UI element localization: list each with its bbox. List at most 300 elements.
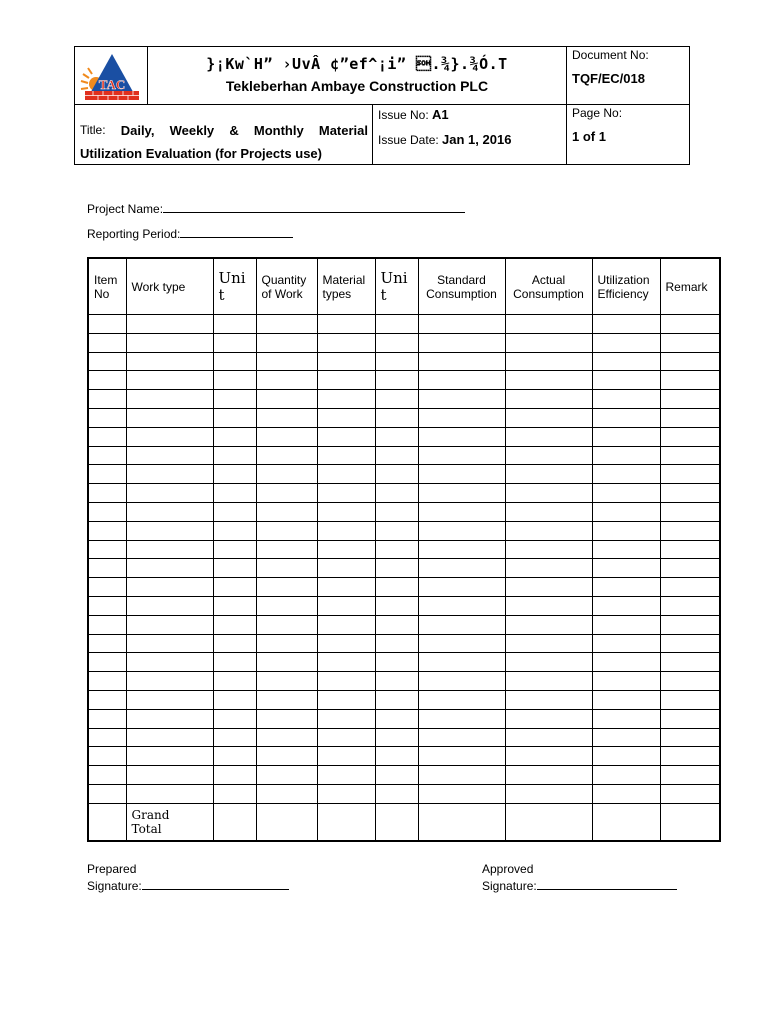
table-cell[interactable] [126,709,213,728]
table-cell[interactable] [88,427,126,446]
prepared-label: Prepared [87,862,137,876]
table-cell[interactable] [505,747,592,766]
table-cell[interactable] [592,709,660,728]
table-cell[interactable] [592,371,660,390]
table-cell[interactable] [375,653,418,672]
table-cell[interactable] [317,784,375,803]
table-row [88,653,720,672]
table-cell[interactable] [505,559,592,578]
table-cell[interactable] [660,747,720,766]
table-cell[interactable] [660,315,720,334]
table-cell[interactable] [256,596,317,615]
table-cell[interactable] [375,634,418,653]
table-cell[interactable] [88,596,126,615]
table-cell[interactable] [317,690,375,709]
table-cell[interactable] [505,502,592,521]
table-cell[interactable] [418,784,505,803]
table-cell[interactable] [88,709,126,728]
table-cell[interactable] [505,484,592,503]
table-cell[interactable] [505,427,592,446]
table-cell[interactable] [505,390,592,409]
table-cell[interactable] [88,672,126,691]
table-cell[interactable] [375,747,418,766]
table-cell[interactable] [592,352,660,371]
table-cell[interactable] [592,465,660,484]
table-cell[interactable] [317,747,375,766]
table-cell[interactable] [213,465,256,484]
table-cell[interactable] [256,333,317,352]
table-cell[interactable] [375,578,418,597]
table-cell[interactable] [375,521,418,540]
table-cell[interactable] [317,653,375,672]
table-cell[interactable] [317,427,375,446]
table-cell[interactable] [126,615,213,634]
table-cell[interactable] [375,352,418,371]
table-cell[interactable] [375,766,418,785]
table-cell[interactable] [213,408,256,427]
table-cell[interactable] [317,484,375,503]
table-cell[interactable] [375,315,418,334]
table-cell[interactable] [88,784,126,803]
table-cell[interactable] [418,465,505,484]
table-cell[interactable] [505,540,592,559]
table-cell[interactable] [256,634,317,653]
table-cell[interactable] [317,352,375,371]
table-cell[interactable] [256,728,317,747]
table-cell[interactable] [213,615,256,634]
table-cell[interactable] [317,728,375,747]
table-cell[interactable] [592,596,660,615]
table-cell[interactable] [126,634,213,653]
prepared-signature-block [87,862,289,894]
table-cell[interactable] [592,784,660,803]
table-cell[interactable] [88,502,126,521]
table-cell[interactable] [375,502,418,521]
table-cell[interactable] [213,502,256,521]
table-cell[interactable] [660,784,720,803]
table-cell[interactable] [126,390,213,409]
table-cell[interactable] [660,427,720,446]
table-cell[interactable] [213,371,256,390]
grand-total-label: Grand Total [126,803,213,841]
table-cell[interactable] [126,315,213,334]
table-cell[interactable] [418,408,505,427]
table-cell[interactable] [505,728,592,747]
table-cell[interactable] [317,315,375,334]
table-cell[interactable] [418,352,505,371]
table-cell[interactable] [126,465,213,484]
table-cell[interactable] [126,333,213,352]
table-cell[interactable] [126,690,213,709]
table-cell[interactable] [660,766,720,785]
table-cell[interactable] [375,784,418,803]
table-cell[interactable] [213,784,256,803]
table-cell[interactable] [505,672,592,691]
table-cell[interactable] [126,766,213,785]
table-cell[interactable] [317,672,375,691]
table-cell[interactable] [592,615,660,634]
table-row [88,371,720,390]
table-cell[interactable] [256,615,317,634]
table-cell[interactable] [592,578,660,597]
table-cell[interactable] [317,408,375,427]
col-quantity-of-work: Quantity of Work [256,258,317,315]
table-cell[interactable] [126,502,213,521]
table-cell[interactable] [375,390,418,409]
table-cell[interactable] [505,803,592,841]
approved-signature-line[interactable] [537,877,677,890]
table-cell[interactable] [660,709,720,728]
table-cell[interactable] [660,596,720,615]
table-cell[interactable] [126,672,213,691]
table-cell[interactable] [375,427,418,446]
table-cell[interactable] [592,408,660,427]
amharic-company-name: }¡Kw`H” ›UvÂ ¢”ef^¡i” .¾}.¾Ó.T [206,55,508,73]
project-name-line[interactable] [163,200,465,213]
table-cell[interactable] [256,446,317,465]
table-cell[interactable] [256,578,317,597]
table-cell[interactable] [660,672,720,691]
table-cell[interactable] [592,747,660,766]
table-cell[interactable] [660,446,720,465]
table-cell[interactable] [256,408,317,427]
table-cell[interactable] [256,521,317,540]
table-cell[interactable] [256,690,317,709]
table-cell[interactable] [88,484,126,503]
table-cell[interactable] [213,390,256,409]
table-cell[interactable] [505,615,592,634]
table-cell[interactable] [418,427,505,446]
table-cell[interactable] [256,766,317,785]
table-cell[interactable] [592,728,660,747]
table-cell[interactable] [213,484,256,503]
table-cell[interactable] [256,653,317,672]
table-cell[interactable] [88,634,126,653]
table-cell[interactable] [317,446,375,465]
table-cell[interactable] [505,634,592,653]
table-cell[interactable] [317,803,375,841]
table-cell[interactable] [88,446,126,465]
table-cell[interactable] [317,615,375,634]
col-material-types: Material types [317,258,375,315]
table-cell[interactable] [418,596,505,615]
table-cell[interactable] [418,728,505,747]
table-cell[interactable] [418,709,505,728]
table-cell[interactable] [418,672,505,691]
table-cell[interactable] [88,803,126,841]
table-cell[interactable] [660,371,720,390]
table-cell[interactable] [317,766,375,785]
table-cell[interactable] [88,578,126,597]
table-cell[interactable] [317,559,375,578]
table-cell[interactable] [592,634,660,653]
table-cell[interactable] [126,540,213,559]
table-cell[interactable] [375,408,418,427]
company-title-cell [147,46,567,105]
table-cell[interactable] [256,390,317,409]
table-cell[interactable] [418,446,505,465]
table-cell[interactable] [660,615,720,634]
table-cell[interactable] [505,766,592,785]
table-row [88,521,720,540]
table-cell[interactable] [418,371,505,390]
table-cell[interactable] [213,578,256,597]
table-cell[interactable] [375,333,418,352]
table-cell[interactable] [256,784,317,803]
table-cell[interactable] [256,465,317,484]
table-cell[interactable] [317,371,375,390]
table-cell[interactable] [256,803,317,841]
table-cell[interactable] [375,690,418,709]
reporting-period-label: Reporting Period: [87,227,181,241]
table-cell[interactable] [256,427,317,446]
table-cell[interactable] [317,502,375,521]
table-cell[interactable] [418,578,505,597]
table-cell[interactable] [126,559,213,578]
reporting-period-field[interactable] [87,225,293,241]
table-cell[interactable] [660,521,720,540]
table-cell[interactable] [660,559,720,578]
table-cell[interactable] [213,333,256,352]
table-cell[interactable] [660,390,720,409]
table-cell[interactable] [660,333,720,352]
grand-total-row [88,803,720,841]
table-cell[interactable] [213,559,256,578]
table-cell[interactable] [660,484,720,503]
table-cell[interactable] [317,521,375,540]
table-cell[interactable] [88,559,126,578]
table-cell[interactable] [88,540,126,559]
table-cell[interactable] [505,408,592,427]
table-cell[interactable] [88,390,126,409]
table-cell[interactable] [88,615,126,634]
table-body [88,315,720,841]
table-cell[interactable] [317,540,375,559]
table-cell[interactable] [88,371,126,390]
table-cell[interactable] [375,596,418,615]
table-cell[interactable] [213,634,256,653]
table-cell[interactable] [375,446,418,465]
table-cell[interactable] [592,484,660,503]
form-title-line2: Utilization Evaluation (for Projects use) [80,146,322,161]
table-cell[interactable] [317,596,375,615]
table-cell[interactable] [660,502,720,521]
table-cell[interactable] [126,371,213,390]
table-cell[interactable] [505,315,592,334]
table-cell[interactable] [375,803,418,841]
table-cell[interactable] [213,521,256,540]
table-cell[interactable] [592,390,660,409]
table-cell[interactable] [592,333,660,352]
reporting-period-line[interactable] [180,225,293,238]
table-cell[interactable] [256,502,317,521]
table-cell[interactable] [418,333,505,352]
table-cell[interactable] [660,578,720,597]
table-cell[interactable] [505,709,592,728]
table-cell[interactable] [256,672,317,691]
table-cell[interactable] [418,540,505,559]
table-row [88,427,720,446]
table-cell[interactable] [213,540,256,559]
table-cell[interactable] [418,484,505,503]
table-cell[interactable] [505,352,592,371]
table-cell[interactable] [660,728,720,747]
table-cell[interactable] [592,653,660,672]
table-cell[interactable] [213,653,256,672]
title-word-5: Material [318,123,368,138]
table-cell[interactable] [418,521,505,540]
table-cell[interactable] [88,747,126,766]
table-cell[interactable] [126,352,213,371]
table-cell[interactable] [592,521,660,540]
table-cell[interactable] [592,540,660,559]
table-cell[interactable] [418,766,505,785]
table-cell[interactable] [317,333,375,352]
table-cell[interactable] [505,653,592,672]
table-cell[interactable] [418,690,505,709]
table-cell[interactable] [592,690,660,709]
table-cell[interactable] [213,728,256,747]
table-cell[interactable] [660,690,720,709]
title-label: Title: [80,123,106,137]
table-cell[interactable] [213,803,256,841]
table-cell[interactable] [213,747,256,766]
issue-date [378,132,511,147]
table-cell[interactable] [375,615,418,634]
table-cell[interactable] [505,784,592,803]
table-cell[interactable] [418,559,505,578]
table-cell[interactable] [126,408,213,427]
table-cell[interactable] [660,408,720,427]
table-cell[interactable] [213,446,256,465]
table-cell[interactable] [88,521,126,540]
table-cell[interactable] [213,596,256,615]
table-row [88,728,720,747]
table-cell[interactable] [375,709,418,728]
table-cell[interactable] [88,653,126,672]
table-cell[interactable] [317,578,375,597]
table-cell[interactable] [126,578,213,597]
table-cell[interactable] [505,521,592,540]
table-cell[interactable] [126,427,213,446]
table-row [88,747,720,766]
table-cell[interactable] [505,446,592,465]
table-cell[interactable] [375,672,418,691]
table-cell[interactable] [418,315,505,334]
project-name-field[interactable] [87,200,465,216]
table-cell[interactable] [375,484,418,503]
table-cell[interactable] [213,766,256,785]
table-cell[interactable] [88,690,126,709]
company-name: Tekleberhan Ambaye Construction PLC [225,78,489,94]
table-cell[interactable] [126,728,213,747]
table-cell[interactable] [505,465,592,484]
table-cell[interactable] [88,352,126,371]
table-cell[interactable] [418,747,505,766]
table-cell[interactable] [256,540,317,559]
table-row [88,559,720,578]
table-cell[interactable] [418,390,505,409]
table-cell[interactable] [213,709,256,728]
table-cell[interactable] [126,653,213,672]
table-cell[interactable] [213,690,256,709]
table-cell[interactable] [213,315,256,334]
table-cell[interactable] [88,766,126,785]
table-cell[interactable] [660,653,720,672]
table-cell[interactable] [256,315,317,334]
table-cell[interactable] [88,408,126,427]
table-cell[interactable] [256,709,317,728]
table-cell[interactable] [418,502,505,521]
table-cell[interactable] [375,371,418,390]
table-cell[interactable] [375,540,418,559]
table-cell[interactable] [88,333,126,352]
table-cell[interactable] [126,446,213,465]
table-cell[interactable] [418,803,505,841]
issue-date-label: Issue Date: [378,133,439,147]
table-cell[interactable] [505,690,592,709]
table-cell[interactable] [505,578,592,597]
table-cell[interactable] [317,634,375,653]
table-cell[interactable] [126,747,213,766]
table-cell[interactable] [317,465,375,484]
table-cell[interactable] [88,315,126,334]
table-cell[interactable] [213,427,256,446]
table-cell[interactable] [660,634,720,653]
table-cell[interactable] [592,315,660,334]
table-cell[interactable] [418,653,505,672]
table-row [88,634,720,653]
table-cell[interactable] [505,596,592,615]
table-cell[interactable] [88,465,126,484]
table-cell[interactable] [256,484,317,503]
table-cell[interactable] [660,540,720,559]
table-cell[interactable] [660,465,720,484]
table-cell[interactable] [256,371,317,390]
table-cell[interactable] [592,559,660,578]
table-cell[interactable] [126,784,213,803]
table-cell[interactable] [256,559,317,578]
table-cell[interactable] [592,672,660,691]
table-cell[interactable] [317,709,375,728]
prepared-signature-line[interactable] [142,877,289,890]
table-cell[interactable] [418,634,505,653]
table-cell[interactable] [256,352,317,371]
table-cell[interactable] [375,728,418,747]
table-cell[interactable] [592,427,660,446]
table-cell[interactable] [660,803,720,841]
table-cell[interactable] [592,766,660,785]
table-cell[interactable] [375,465,418,484]
table-cell[interactable] [213,352,256,371]
table-cell[interactable] [418,615,505,634]
table-cell[interactable] [126,484,213,503]
table-cell[interactable] [256,747,317,766]
table-cell[interactable] [505,371,592,390]
table-cell[interactable] [505,333,592,352]
table-cell[interactable] [126,596,213,615]
table-cell[interactable] [375,559,418,578]
table-cell[interactable] [213,672,256,691]
table-cell[interactable] [592,502,660,521]
table-header-row [88,258,720,315]
table-cell[interactable] [88,728,126,747]
table-cell[interactable] [317,390,375,409]
table-cell[interactable] [592,803,660,841]
table-cell[interactable] [592,446,660,465]
table-cell[interactable] [660,352,720,371]
table-cell[interactable] [126,521,213,540]
